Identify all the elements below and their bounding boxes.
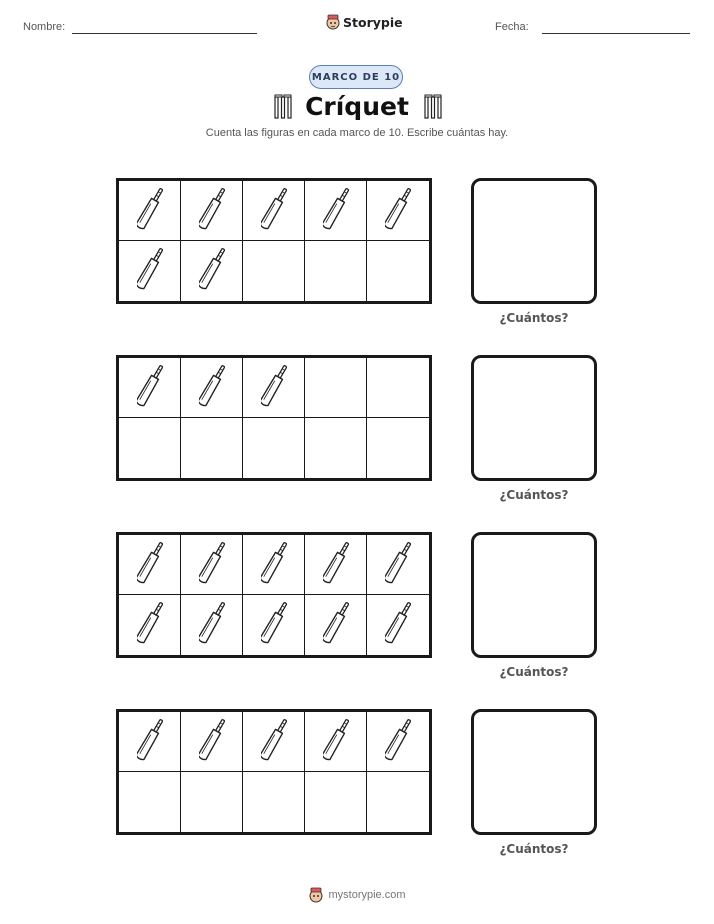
cricket-bat-icon xyxy=(385,715,411,769)
ten-frame-cell xyxy=(181,181,243,241)
name-field[interactable] xyxy=(72,33,257,34)
ten-frame-cell xyxy=(305,241,367,301)
ten-frame-cell xyxy=(119,772,181,832)
ten-frame-cell xyxy=(119,241,181,301)
ten-frame-cell xyxy=(181,595,243,655)
cricket-bat-icon xyxy=(137,538,163,592)
ten-frame-cell xyxy=(181,418,243,478)
cricket-bat-icon xyxy=(199,361,225,415)
ten-frame-cell xyxy=(305,595,367,655)
ten-frame-cell xyxy=(119,418,181,478)
ten-frame xyxy=(116,355,432,481)
ten-frame xyxy=(116,178,432,304)
page-title: Críquet xyxy=(305,92,409,121)
worksheet-type-badge: MARCO DE 10 xyxy=(309,65,403,89)
ten-frame-cell xyxy=(243,535,305,595)
brand-name: Storypie xyxy=(343,14,403,30)
ten-frame-cell xyxy=(305,535,367,595)
cricket-bat-icon xyxy=(137,184,163,238)
storypie-mascot-icon xyxy=(326,14,340,30)
ten-frame-cell xyxy=(119,358,181,418)
cricket-bat-icon xyxy=(385,184,411,238)
date-label: Fecha: xyxy=(495,21,529,33)
instructions: Cuenta las figuras en cada marco de 10. Escribe cuántas hay. xyxy=(205,127,509,139)
ten-frame xyxy=(116,532,432,658)
cricket-bat-icon xyxy=(323,184,349,238)
footer xyxy=(0,887,714,903)
ten-frame-cell xyxy=(181,772,243,832)
ten-frame-cell xyxy=(367,595,429,655)
ten-frame-cell xyxy=(367,712,429,772)
ten-frame-cell xyxy=(119,535,181,595)
answer-box[interactable] xyxy=(471,178,597,304)
how-many-label: ¿Cuántos? xyxy=(499,842,569,856)
cricket-bat-icon xyxy=(261,598,287,652)
cricket-bat-icon xyxy=(199,715,225,769)
ten-frame-cell xyxy=(367,418,429,478)
ten-frame-cell xyxy=(243,181,305,241)
ten-frame-cell xyxy=(119,181,181,241)
how-many-label: ¿Cuántos? xyxy=(499,488,569,502)
cricket-bat-icon xyxy=(137,244,163,298)
cricket-bat-icon xyxy=(261,715,287,769)
ten-frame-cell xyxy=(305,181,367,241)
cricket-bat-icon xyxy=(261,538,287,592)
name-label: Nombre: xyxy=(23,21,66,33)
ten-frame-cell xyxy=(181,358,243,418)
answer-box[interactable] xyxy=(471,355,597,481)
date-field[interactable] xyxy=(542,33,690,34)
ten-frame-cell xyxy=(181,535,243,595)
ten-frame-cell xyxy=(181,241,243,301)
cricket-bat-icon xyxy=(199,184,225,238)
ten-frame-cell xyxy=(243,712,305,772)
ten-frame-cell xyxy=(305,418,367,478)
ten-frame-cell xyxy=(305,358,367,418)
ten-frame-cell xyxy=(119,595,181,655)
ten-frame-cell xyxy=(367,241,429,301)
cricket-bat-icon xyxy=(323,538,349,592)
footer-url: mystorypie.com xyxy=(328,889,406,901)
cricket-bat-icon xyxy=(199,538,225,592)
how-many-label: ¿Cuántos? xyxy=(499,311,569,325)
cricket-bat-icon xyxy=(137,598,163,652)
ten-frame-cell xyxy=(305,772,367,832)
ten-frame-cell xyxy=(305,712,367,772)
ten-frame-cell xyxy=(243,772,305,832)
cricket-bat-icon xyxy=(323,715,349,769)
ten-frame-cell xyxy=(243,595,305,655)
cricket-bat-icon xyxy=(385,598,411,652)
answer-box[interactable] xyxy=(471,709,597,835)
cricket-bat-icon xyxy=(261,184,287,238)
ten-frame-cell xyxy=(367,772,429,832)
cricket-bat-icon xyxy=(323,598,349,652)
ten-frame-cell xyxy=(367,181,429,241)
cricket-bat-icon xyxy=(199,244,225,298)
ten-frame-cell xyxy=(243,358,305,418)
ten-frame-cell xyxy=(181,712,243,772)
answer-box[interactable] xyxy=(471,532,597,658)
cricket-bat-icon xyxy=(137,715,163,769)
ten-frame-cell xyxy=(367,358,429,418)
cricket-bat-icon xyxy=(199,598,225,652)
ten-frame-cell xyxy=(119,712,181,772)
ten-frame-cell xyxy=(243,418,305,478)
ten-frame-cell xyxy=(243,241,305,301)
cricket-bat-icon xyxy=(385,538,411,592)
cricket-stumps-icon xyxy=(423,94,443,124)
storypie-mascot-icon xyxy=(308,887,324,903)
brand-logo xyxy=(326,14,403,30)
how-many-label: ¿Cuántos? xyxy=(499,665,569,679)
cricket-bat-icon xyxy=(261,361,287,415)
ten-frame-cell xyxy=(367,535,429,595)
cricket-bat-icon xyxy=(137,361,163,415)
ten-frame xyxy=(116,709,432,835)
